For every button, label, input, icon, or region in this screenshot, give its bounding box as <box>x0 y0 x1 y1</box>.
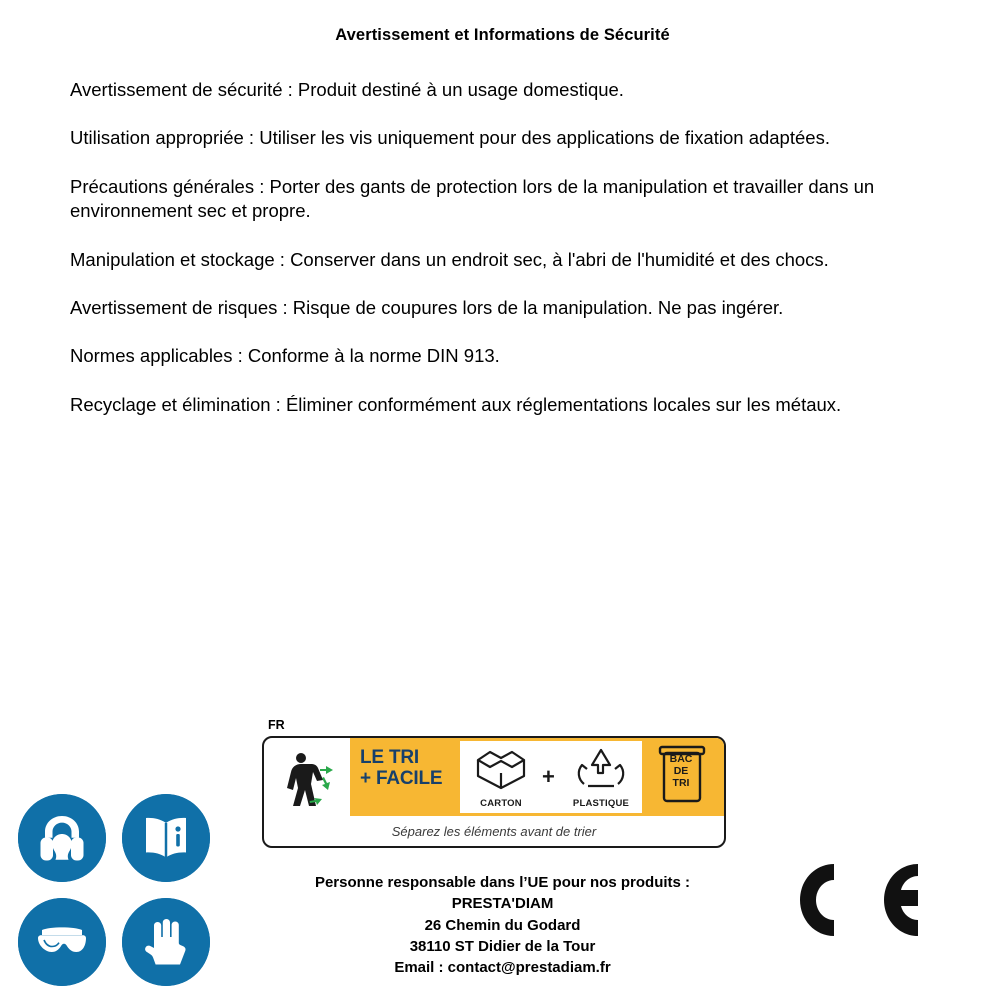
recycling-footer-text: Séparez les éléments avant de trier <box>391 824 597 839</box>
responsible-heading-suffix: pour nos produits : <box>548 874 691 891</box>
triman-icon <box>268 742 348 814</box>
paragraph-general-precautions: Précautions générales : Porter des gants de protection lors de la manipulation et travailler dans un environnement sec et propre. <box>70 175 875 222</box>
material-plus-sign: + <box>542 764 555 789</box>
carton-label: CARTON <box>480 798 522 809</box>
paragraph-proper-use: Utilisation appropriée : Utiliser les vis uniquement pour des applications de fixation adaptées. <box>70 127 830 149</box>
paragraph-handling-storage: Manipulation et stockage : Conserver dans un endroit sec, à l'abri de l'humidité et des chocs. <box>70 248 829 270</box>
paragraph-risk-warning: Avertissement de risques : Risque de coupures lors de la manipulation. Ne pas ingérer. <box>70 297 784 319</box>
contact-email: Email : contact@prestadiam.fr <box>394 959 611 977</box>
ear-protection-icon <box>18 794 106 882</box>
recycling-headline-line1: LE TRI <box>360 747 419 768</box>
recycling-headline-line2: + FACILE <box>360 767 443 789</box>
recycling-label-box <box>262 736 726 848</box>
read-instructions-icon <box>122 794 210 882</box>
plastic-material <box>564 744 638 809</box>
plastic-label: PLASTIQUE <box>572 798 630 809</box>
address-line-2: 38110 ST Didier de la Tour <box>409 937 596 955</box>
bin-text-line2: DE <box>673 764 689 777</box>
address-line-1: 26 Chemin du Godard <box>424 916 581 934</box>
recycling-country-code: FR <box>268 718 285 732</box>
recycling-headline <box>360 748 460 789</box>
responsible-heading-prefix: Personne responsable dans l’ <box>314 874 528 891</box>
paragraph-safety-warning: Avertissement de sécurité : Produit destiné à un usage domestique. <box>70 79 624 100</box>
page-title: Avertissement et Informations de Sécurité <box>335 26 670 44</box>
company-name: PRESTA'DIAM <box>451 895 554 913</box>
bin-text <box>656 754 706 789</box>
bin-text-line1: BAC <box>669 753 693 765</box>
bin-text-line3: TRI <box>672 776 690 789</box>
paragraph-applicable-standards: Normes applicables : Conforme à la norme DIN 913. <box>70 345 500 367</box>
ce-marking-icon <box>800 848 950 952</box>
safety-information-body <box>70 78 930 417</box>
paragraph-recycling-disposal: Recyclage et élimination : Éliminer conformément aux réglementations locales sur les métaux. <box>70 393 842 415</box>
recycling-label <box>262 718 728 848</box>
responsible-heading-ue: UE <box>527 874 549 891</box>
carton-material <box>464 744 538 809</box>
